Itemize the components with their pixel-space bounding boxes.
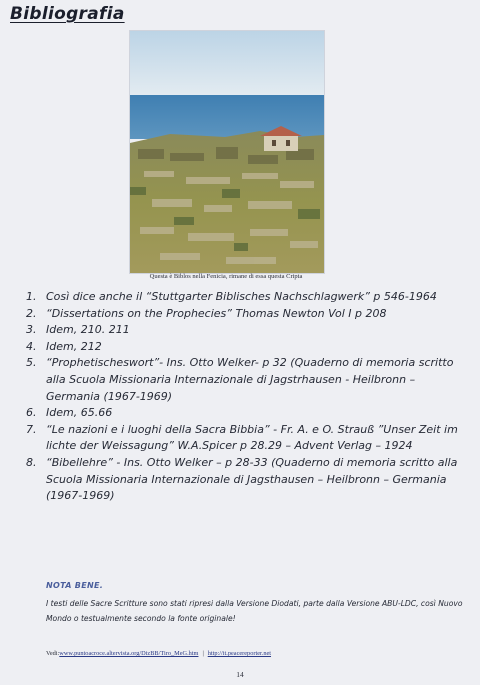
source-link-peacereporter[interactable]: http://it.peacereporter.net — [207, 650, 272, 657]
bibliography-item — [26, 405, 470, 422]
bibliography-item — [26, 289, 470, 306]
item-text: Idem, 65.66 — [46, 406, 113, 420]
item-text: Idem, 210. 211 — [46, 323, 130, 337]
note-heading: NOTA BENE. — [46, 581, 104, 590]
sources-line — [46, 650, 466, 657]
page-number: 14 — [236, 670, 244, 679]
item-number: 5. — [26, 356, 37, 370]
bibliography-item — [26, 355, 470, 405]
item-text: Così dice anche il “Stuttgarter Biblisches Nachschlagwerk” p 546-1964 — [46, 290, 437, 303]
bibliography-item — [26, 322, 470, 339]
byblos-photo-illustration — [130, 31, 324, 273]
source-link-puntoacroce[interactable]: www.puntoacroce.altervista.org/DizBB/Tiro_MeG.htm — [59, 650, 199, 657]
figure-caption: Questa è Biblos nella Fenicia, rimane di essa questa Cripta — [149, 273, 303, 280]
item-text: Idem, 212 — [46, 339, 102, 353]
item-number: 2. — [26, 306, 37, 320]
sources-separator: | — [202, 650, 204, 657]
item-text: “Bibellehre” - Ins. Otto Welker – p 28-33 (Quaderno di memoria scritto alla Scuola Missionaria Internazionale di Jagsthausen – Heilbronn – Germania (1967-1969) — [46, 455, 458, 503]
page-title: Bibliografia — [10, 4, 125, 24]
item-number: 8. — [26, 455, 37, 469]
item-text: “Dissertations on the Prophecies” Thomas Newton Vol I p 208 — [46, 306, 387, 320]
bibliography-item — [26, 339, 470, 356]
figure — [129, 30, 323, 282]
item-number: 6. — [26, 406, 37, 420]
item-number: 4. — [26, 339, 37, 353]
item-text: “Prophetischeswort”- Ins. Otto Welker- p 32 (Quaderno di memoria scritto alla Scuola Missionaria Internazionale di Jagstrhausen - Heilbronn – Germania (1967-1969) — [46, 356, 454, 403]
bibliography-item — [26, 455, 470, 505]
bibliography-item — [26, 422, 470, 455]
item-text: “Le nazioni e i luoghi della Sacra Bibbia” - Fr. A. e O. Strauß ”Unser Zeit im lichte der Weissagung” W.A.Spicer p 28.29 – Advent Verlag – 1924 — [46, 422, 458, 453]
item-number: 3. — [26, 323, 37, 337]
bibliography-list — [26, 289, 470, 505]
bibliography-item — [26, 306, 470, 323]
byblos-photo — [129, 30, 325, 274]
sources-label: Vedi: — [46, 650, 60, 657]
item-number: 1. — [26, 290, 37, 303]
note-text: I testi delle Sacre Scritture sono stati ripresi dalla Versione Diodati, parte dalla Versione ABU-LDC, così Nuovo Mondo o testualmente secondo la fonte originale! — [46, 599, 463, 623]
item-number: 7. — [26, 422, 37, 436]
